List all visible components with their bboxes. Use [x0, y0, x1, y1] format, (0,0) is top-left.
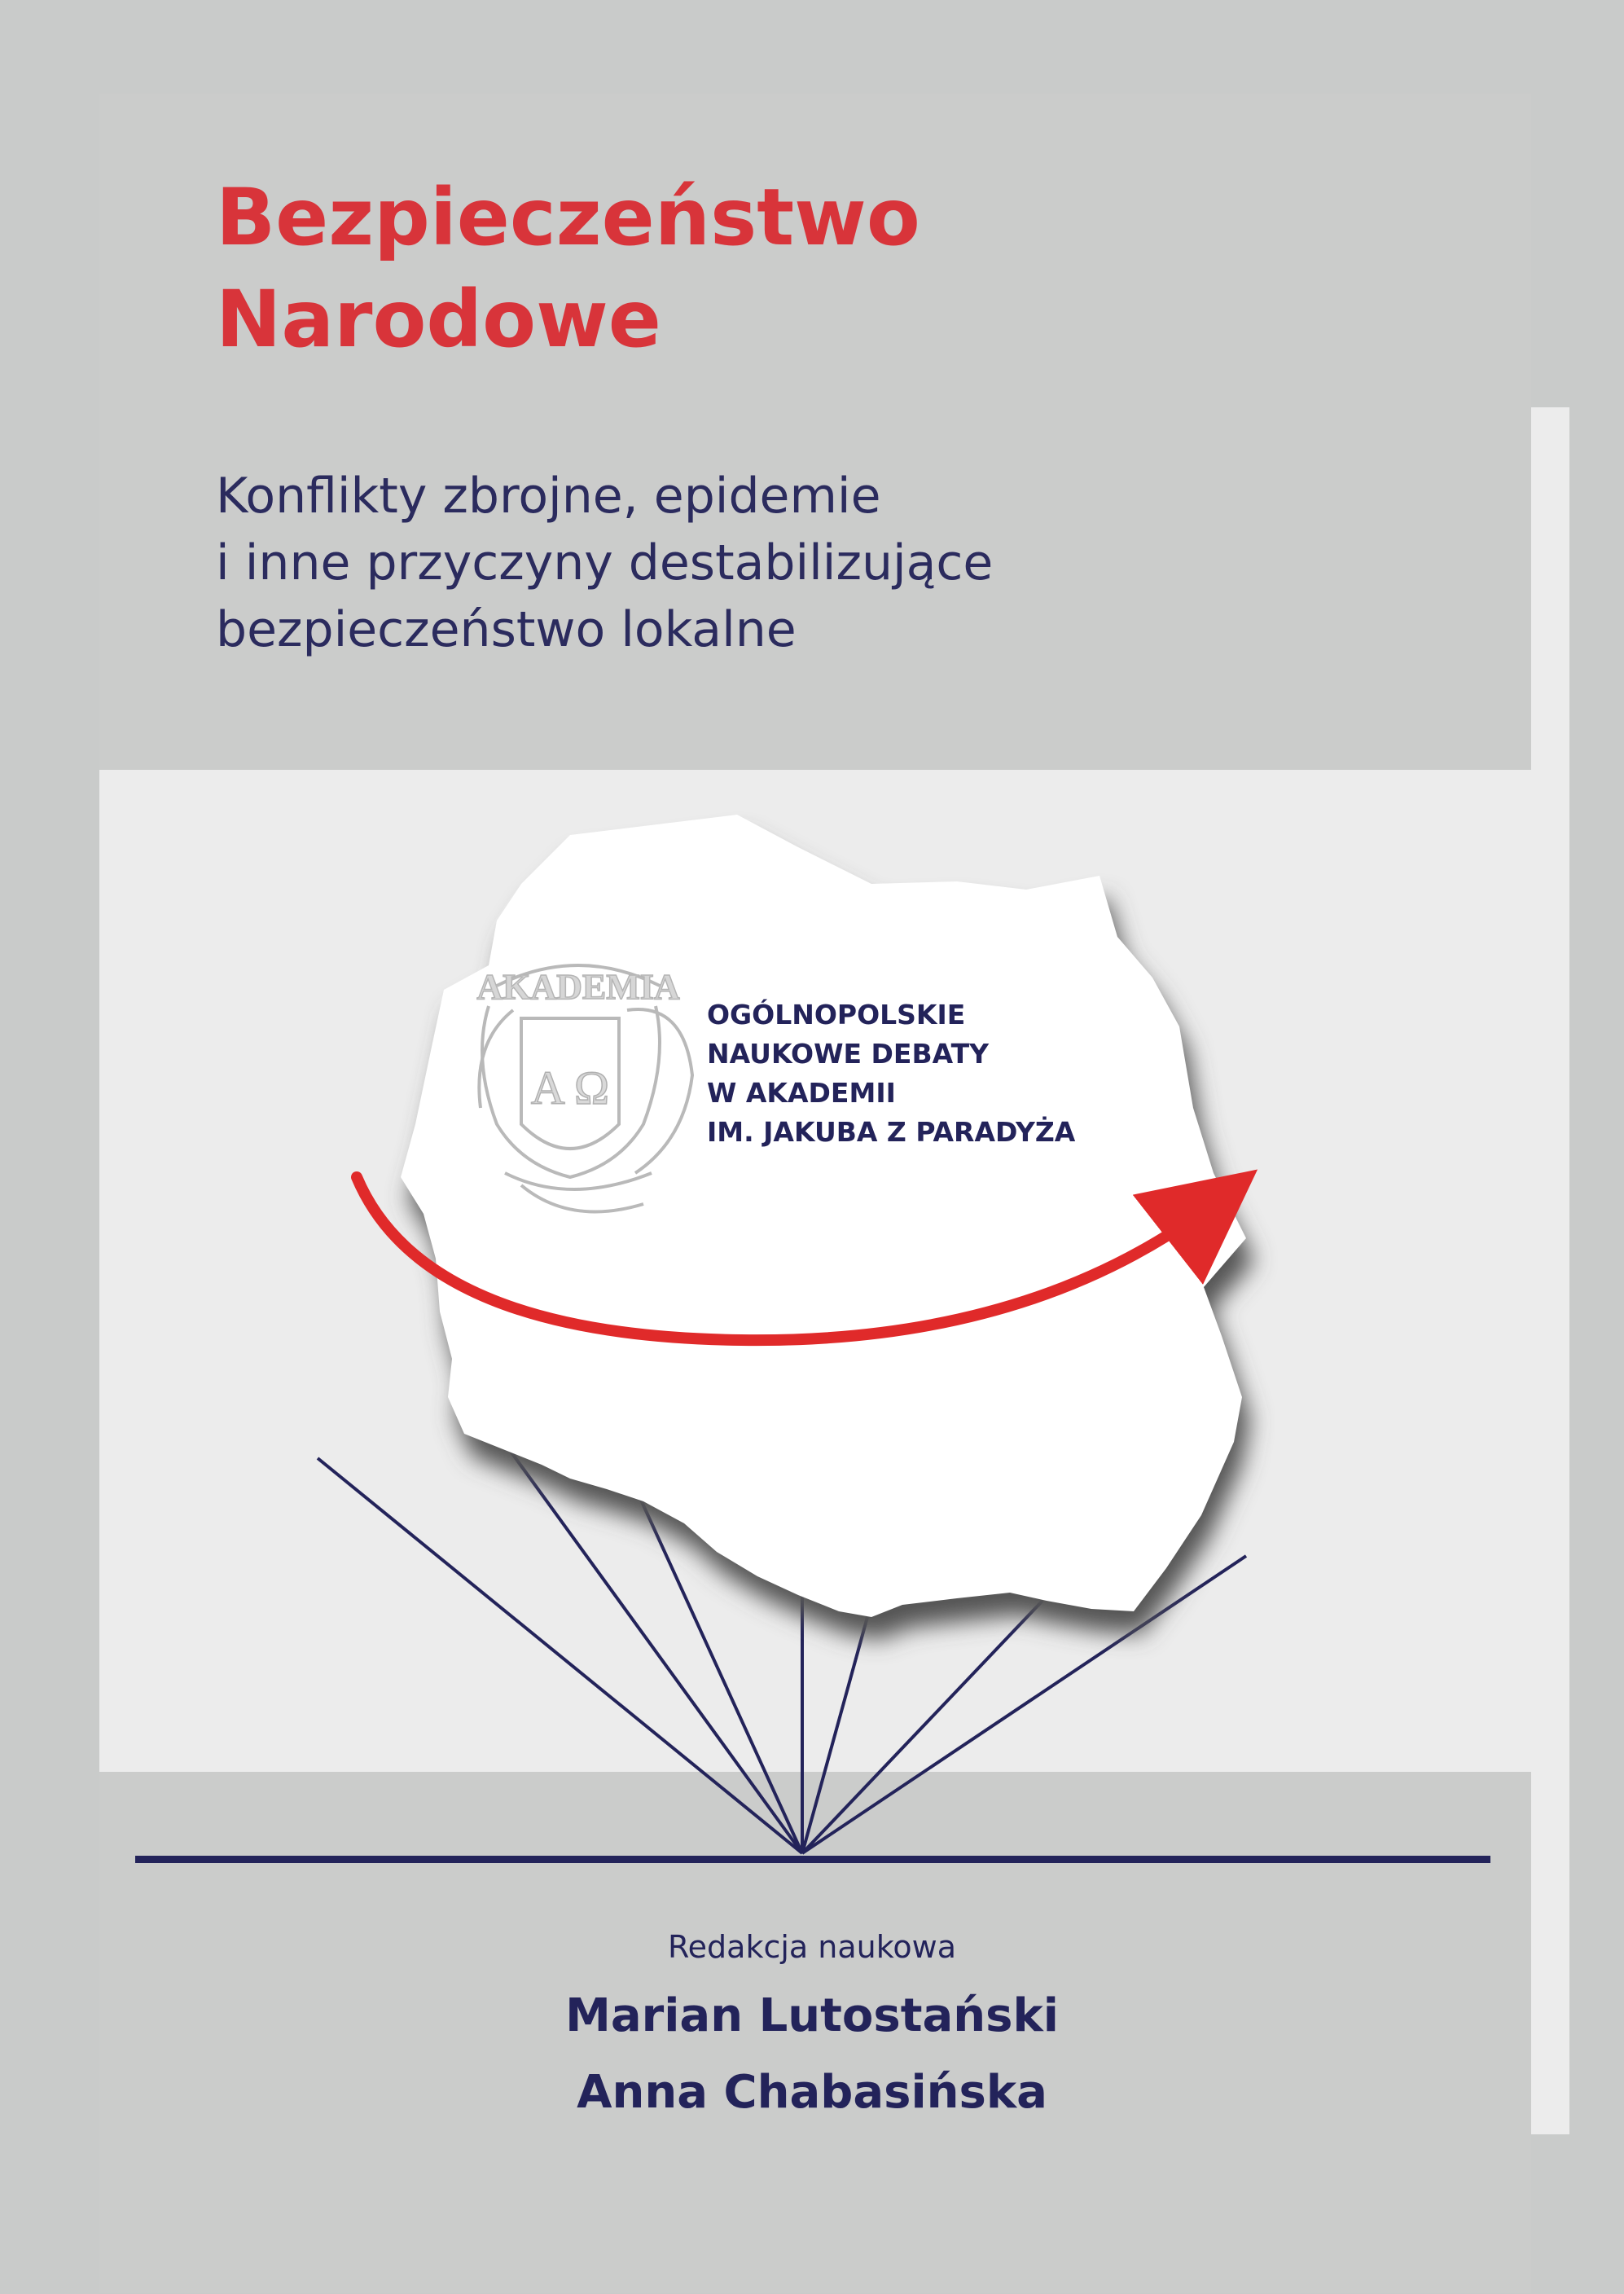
svg-text:AKADEMIA: AKADEMIA — [476, 967, 680, 1007]
series-line: NAUKOWE DEBATY — [707, 1038, 989, 1070]
series-line: OGÓLNOPOLSKIE — [707, 999, 966, 1031]
divider-rule — [135, 1856, 1490, 1863]
subtitle-line: Konflikty zbrojne, epidemie — [216, 468, 881, 525]
subtitle-line: bezpieczeństwo lokalne — [216, 601, 797, 658]
series-line: W AKADEMII — [707, 1077, 896, 1109]
poland-map-icon — [401, 815, 1246, 1617]
editor-label: Redakcja naukowa — [667, 1929, 957, 1965]
title-line: Bezpieczeństwo — [216, 172, 920, 263]
series-line: IM. JAKUBA Z PARADYŻA — [707, 1116, 1076, 1148]
editor-name: Marian Lutostański — [565, 1989, 1059, 2042]
title-line: Narodowe — [216, 274, 661, 365]
series-label — [707, 995, 1075, 1152]
svg-text:A Ω: A Ω — [530, 1061, 610, 1114]
subtitle-line: i inne przyczyny destabilizujące — [216, 534, 994, 591]
editor-name: Anna Chabasińska — [577, 2066, 1047, 2119]
